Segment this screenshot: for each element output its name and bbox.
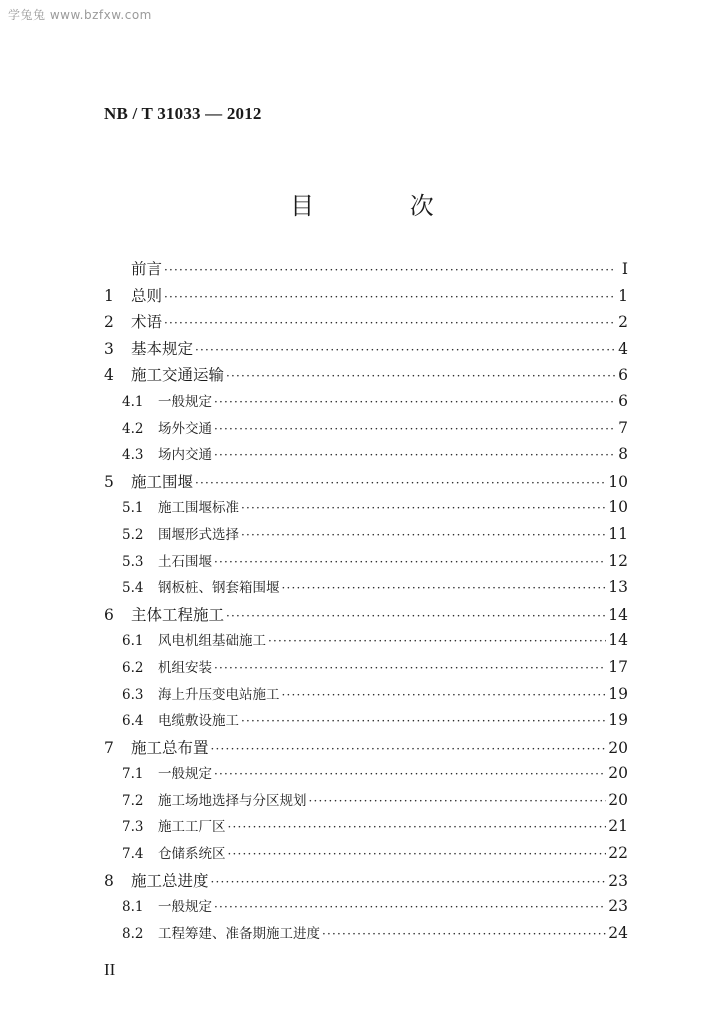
toc-entry-page: 20 [608, 738, 628, 757]
toc-entry-page: 6 [618, 366, 628, 385]
toc-entry-number: 6.4 [122, 713, 144, 730]
toc-entry-number: 7 [104, 738, 114, 757]
toc-entry-title: 钢板桩、钢套箱围堰 [158, 580, 280, 597]
toc-entry-title: 术语 [131, 313, 163, 332]
toc-entry-page: I [621, 260, 628, 278]
toc-entry-title: 施工交通运输 [131, 366, 225, 385]
toc-chapter-entry[interactable] [104, 736, 628, 763]
dot-leader [211, 742, 607, 756]
toc-section-entry[interactable] [104, 815, 628, 842]
toc-entry-number: 6.3 [122, 686, 144, 703]
toc-entry-title: 围堰形式选择 [158, 526, 239, 543]
watermark: 学兔兔 www.bzfxw.com [8, 8, 152, 22]
toc-section-entry[interactable] [104, 576, 628, 603]
dot-leader [241, 714, 606, 728]
toc-entry-number: 4.2 [122, 420, 144, 437]
dot-leader [214, 661, 606, 675]
toc-entry-title: 风电机组基础施工 [158, 633, 266, 650]
toc-entry-page: 20 [608, 764, 628, 783]
dot-leader [241, 501, 606, 515]
toc-entry-number: 4.3 [122, 447, 144, 464]
document-code: NB / T 31033 — 2012 [104, 104, 262, 123]
dot-leader [226, 609, 606, 623]
toc-entry-page: 12 [608, 551, 628, 570]
toc-entry-title: 一般规定 [158, 899, 212, 916]
toc-entry-page: 19 [608, 711, 628, 730]
toc-entry-page: 10 [608, 472, 628, 491]
toc-entry-title: 机组安装 [158, 659, 212, 676]
dot-leader [214, 448, 616, 462]
toc-entry-number: 8.1 [122, 899, 144, 916]
toc-entry-page: 8 [618, 445, 628, 464]
page-number: II [104, 960, 116, 979]
toc-section-entry[interactable] [104, 629, 628, 656]
toc-entry-title: 场外交通 [158, 420, 212, 437]
toc-chapter-entry[interactable] [104, 470, 628, 497]
toc-entry-page: 2 [618, 313, 628, 332]
toc-entry-page: 23 [608, 897, 628, 916]
dot-leader [309, 794, 607, 808]
dot-leader [164, 290, 616, 304]
toc-entry-page: 23 [608, 871, 628, 890]
toc-entry-page: 7 [618, 418, 628, 437]
toc-entry-title: 施工围堰 [131, 472, 194, 491]
toc-entry-number: 4.1 [122, 393, 144, 410]
toc-section-entry[interactable] [104, 709, 628, 736]
toc-entry-title: 场内交通 [158, 447, 212, 464]
toc-entry-page: 4 [618, 339, 628, 358]
toc-entry-title: 施工围堰标准 [158, 500, 239, 517]
toc-entry-number: 7.4 [122, 846, 144, 863]
dot-leader [214, 900, 606, 914]
toc-section-entry[interactable] [104, 922, 628, 949]
dot-leader [282, 688, 607, 702]
toc-section-entry[interactable] [104, 417, 628, 444]
toc-entry-page: 10 [608, 498, 628, 517]
toc-section-entry[interactable] [104, 390, 628, 417]
dot-leader [322, 927, 606, 941]
toc-chapter-entry[interactable] [104, 257, 628, 284]
toc-entry-number: 8 [104, 871, 114, 890]
toc-entry-title: 施工总布置 [131, 738, 209, 757]
toc-entry-number: 3 [104, 339, 114, 358]
toc-entry-page: 17 [608, 657, 628, 676]
dot-leader [214, 767, 606, 781]
toc-entry-page: 20 [608, 790, 628, 809]
toc-entry-number: 7.1 [122, 766, 144, 783]
toc-section-entry[interactable] [104, 842, 628, 869]
toc-entry-number: 5.2 [122, 526, 144, 543]
toc-entry-title: 前言 [131, 260, 163, 278]
toc-entry-page: 13 [608, 578, 628, 597]
toc-section-entry[interactable] [104, 443, 628, 470]
dot-leader [164, 316, 616, 330]
toc-chapter-entry[interactable] [104, 363, 628, 390]
toc-entry-title: 一般规定 [158, 393, 212, 410]
toc-entry-title: 海上升压变电站施工 [158, 686, 280, 703]
toc-chapter-entry[interactable] [104, 603, 628, 630]
toc-section-entry[interactable] [104, 656, 628, 683]
toc-entry-page: 21 [608, 817, 628, 836]
toc-section-entry[interactable] [104, 683, 628, 710]
toc-chapter-entry[interactable] [104, 310, 628, 337]
dot-leader [241, 528, 606, 542]
toc-entry-title: 施工总进度 [131, 871, 209, 890]
dot-leader [195, 343, 616, 357]
toc-section-entry[interactable] [104, 550, 628, 577]
toc-entry-page: 1 [618, 286, 628, 305]
dot-leader [164, 263, 616, 277]
dot-leader [228, 820, 607, 834]
dot-leader [228, 847, 607, 861]
toc-entry-page: 24 [608, 923, 628, 942]
toc-entry-title: 电缆敷设施工 [158, 713, 239, 730]
toc-entry-number: 6.1 [122, 633, 144, 650]
dot-leader [195, 476, 606, 490]
toc-entry-number: 7.3 [122, 819, 144, 836]
dot-leader [282, 581, 607, 595]
toc-entry-title: 工程筹建、准备期施工进度 [158, 925, 320, 942]
toc-chapter-entry[interactable] [104, 284, 628, 311]
toc-entry-title: 施工工厂区 [158, 819, 226, 836]
toc-entry-title: 施工场地选择与分区规划 [158, 792, 307, 809]
toc-entry-page: 22 [608, 844, 628, 863]
toc-entry-number: 6 [104, 605, 114, 624]
toc-section-entry[interactable] [104, 496, 628, 523]
toc-entry-page: 19 [608, 684, 628, 703]
toc-entry-number: 8.2 [122, 925, 144, 942]
toc-entry-page: 14 [608, 605, 628, 624]
dot-leader [214, 395, 616, 409]
dot-leader [226, 369, 616, 383]
toc-entry-page: 11 [608, 524, 628, 543]
toc-entry-title: 一般规定 [158, 766, 212, 783]
toc-section-entry[interactable] [104, 895, 628, 922]
toc-entry-number: 5.3 [122, 553, 144, 570]
toc-entry-page: 6 [618, 391, 628, 410]
dot-leader [214, 422, 616, 436]
toc-entry-number: 7.2 [122, 792, 144, 809]
toc-entry-title: 主体工程施工 [131, 605, 225, 624]
toc-entry-number: 5 [104, 472, 114, 491]
toc-entry-number: 6.2 [122, 659, 144, 676]
toc-title: 目 次 [290, 192, 478, 220]
toc-chapter-entry[interactable] [104, 869, 628, 896]
toc-chapter-entry[interactable] [104, 337, 628, 364]
dot-leader [214, 555, 606, 569]
toc-entry-number: 5.1 [122, 500, 144, 517]
toc-entry-title: 土石围堰 [158, 553, 212, 570]
toc-section-entry[interactable] [104, 789, 628, 816]
toc-entry-number: 2 [104, 313, 114, 332]
dot-leader [211, 875, 607, 889]
dot-leader [268, 634, 606, 648]
toc-entry-title: 总则 [131, 286, 163, 305]
toc-entry-page: 14 [608, 631, 628, 650]
toc-section-entry[interactable] [104, 523, 628, 550]
toc-section-entry[interactable] [104, 762, 628, 789]
toc-entry-number: 5.4 [122, 580, 144, 597]
toc-entry-number: 4 [104, 366, 114, 385]
toc-entry-number: 1 [104, 286, 114, 305]
toc-entry-title: 基本规定 [131, 339, 194, 358]
table-of-contents [104, 257, 628, 948]
toc-entry-title: 仓储系统区 [158, 846, 226, 863]
